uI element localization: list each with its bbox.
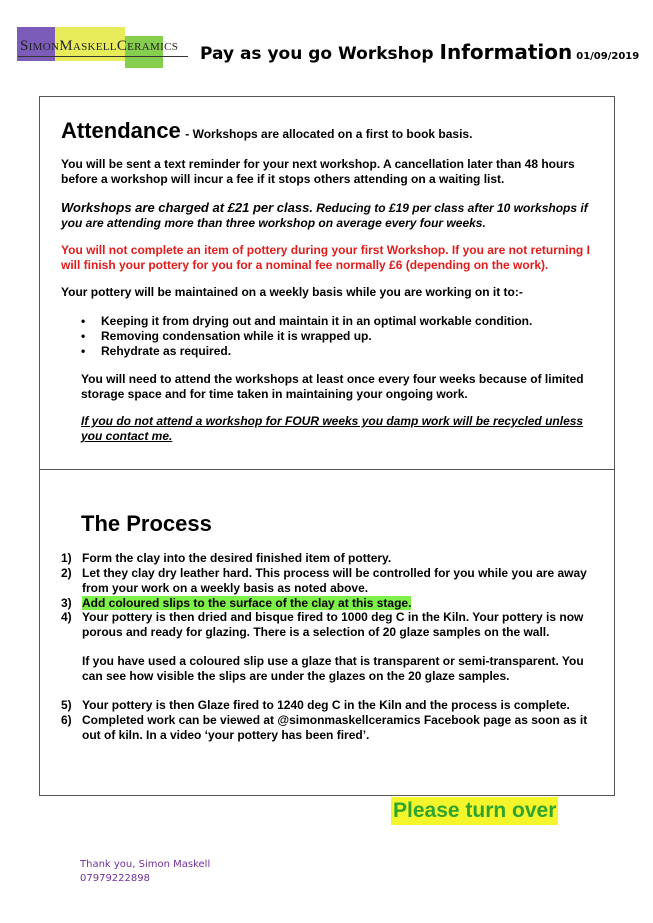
- recycle-warning: If you do not attend a workshop for FOUR weeks you damp work will be recycled unless you contact me.: [81, 414, 584, 443]
- document-date: 01/09/2019: [576, 51, 640, 62]
- attendance-heading-row: [61, 118, 472, 144]
- attendance-heading-note: - Workshops are allocated on a first to book basis.: [185, 127, 473, 141]
- reminder-paragraph: You will be sent a text reminder for your next workshop. A cancellation later than 48 hours before a workshop will incur a fee if it stops others attending on a waiting list.: [61, 157, 575, 186]
- maintained-paragraph: Your pottery will be maintained on a weekly basis while you are working on it to:-: [61, 285, 523, 299]
- attendance-heading: Attendance: [61, 118, 181, 143]
- turn-over-notice: Please turn over: [391, 797, 558, 825]
- logo-underline: [18, 56, 188, 57]
- price-paragraph: Workshops are charged at £21 per class. Reducing to £19 per class after 10 workshops if you are attending more than three workshop on average every four weeks.: [61, 200, 588, 230]
- logo-wordmark: SIMONMASKELLCERAMICS: [20, 38, 179, 54]
- process-heading: The Process: [81, 511, 212, 536]
- page-title: Pay as you go Workshop Information 01/09/2019: [200, 40, 640, 64]
- footer-thanks: Thank you, Simon Maskell: [80, 859, 211, 870]
- attendance-frequency-paragraph: You will need to attend the workshops at least once every four weeks because of limited storage space and for time taken in maintaining your ongoing work.: [81, 372, 584, 401]
- footer-phone: 07979222898: [80, 873, 150, 884]
- first-workshop-warning: You will not complete an item of pottery during your first Workshop. If you are not returning I will finish your pottery for you for a nominal fee normally £6 (depending on the work).: [61, 243, 590, 272]
